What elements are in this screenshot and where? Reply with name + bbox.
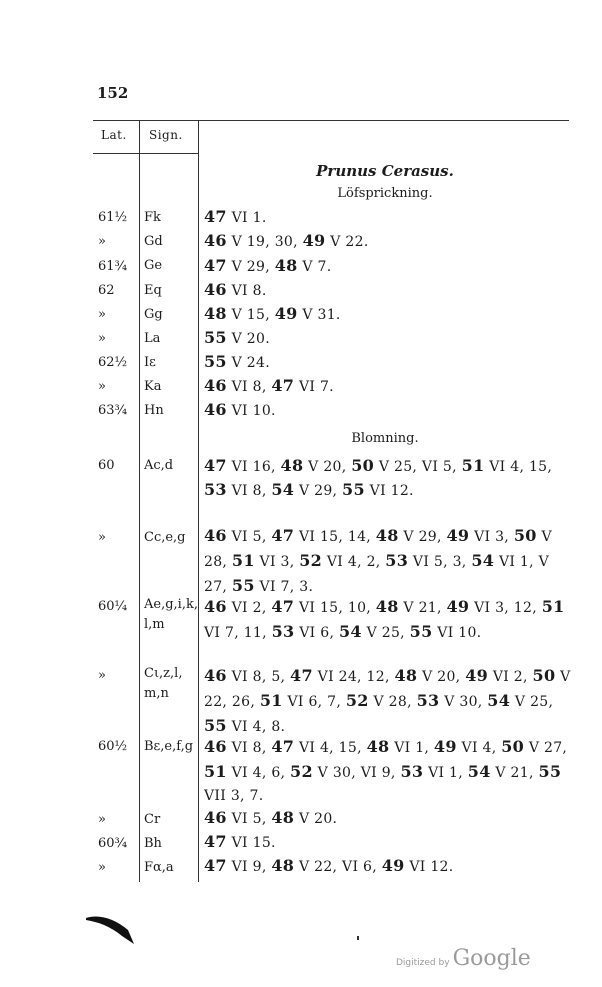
row-sign: Fk <box>144 210 161 225</box>
row-lat: » <box>98 860 106 875</box>
row-entry: 47 VI 16, 48 V 20, 50 V 25, VI 5, 51 VI 4, 15, 53 VI 8, 54 V 29, 55 VI 12. <box>204 456 553 499</box>
row-entry: 55 V 24. <box>204 352 270 371</box>
row-lat: 60½ <box>98 739 128 754</box>
row-lat: » <box>98 812 106 827</box>
row-lat: » <box>98 668 106 683</box>
digitized-label: Digitized by <box>396 958 450 968</box>
row-entry: 46 VI 8. <box>204 280 267 299</box>
page-number: 152 <box>97 84 129 102</box>
row-sign: Ka <box>144 379 162 394</box>
row-lat: 63¾ <box>98 403 128 418</box>
row-lat: » <box>98 307 106 322</box>
row-lat: » <box>98 234 106 249</box>
ink-blot-icon <box>84 912 136 948</box>
row-sign: La <box>144 331 161 346</box>
row-entry: 47 VI 9, 48 V 22, VI 6, 49 VI 12. <box>204 856 454 875</box>
row-entry: 46 V 19, 30, 49 V 22. <box>204 231 369 250</box>
column-divider-sign <box>198 120 199 882</box>
row-entry: 46 VI 5, 47 VI 15, 14, 48 V 29, 49 VI 3, 50 V 28, 51 VI 3, 52 VI 4, 2, 53 VI 5, 3, 54 VI 1, V 27, 55 VI 7, 3. <box>204 526 552 595</box>
column-header-sign: Sign. <box>149 128 183 142</box>
row-entry: 47 VI 15. <box>204 832 276 851</box>
row-sign: Fα,a <box>144 860 174 875</box>
section-heading: Blomning. <box>351 431 419 446</box>
row-entry: 46 VI 10. <box>204 400 276 419</box>
row-lat: » <box>98 530 106 545</box>
row-sign: Gg <box>144 307 163 322</box>
row-entry: 46 VI 8, 47 VI 7. <box>204 376 334 395</box>
table-top-rule <box>93 120 569 121</box>
species-title: Prunus Cerasus. <box>316 162 454 180</box>
table-header-rule <box>93 153 199 154</box>
column-header-lat: Lat. <box>101 128 127 142</box>
row-sign: Cr <box>144 812 161 827</box>
row-entry: 47 VI 1. <box>204 207 267 226</box>
digitized-watermark <box>396 946 531 971</box>
ink-speck <box>357 936 359 940</box>
column-divider-lat <box>139 120 140 882</box>
section-heading: Löfsprickning. <box>337 186 433 201</box>
row-lat: 62 <box>98 283 115 298</box>
row-lat: 61¾ <box>98 259 128 274</box>
row-sign: Gd <box>144 234 163 249</box>
row-sign: Ae,g,i,k, l,m <box>144 597 198 632</box>
row-sign: Ge <box>144 258 163 273</box>
row-lat: » <box>98 379 106 394</box>
row-sign: Ac,d <box>144 458 174 473</box>
google-logo: Google <box>452 946 531 971</box>
row-entry: 47 V 29, 48 V 7. <box>204 256 332 275</box>
row-sign: Iε <box>144 355 156 370</box>
row-sign: Cc,e,g <box>144 530 186 545</box>
row-lat: » <box>98 331 106 346</box>
row-sign: Cι,z,l, m,n <box>144 666 183 701</box>
row-lat: 60¾ <box>98 836 128 851</box>
row-entry: 46 VI 2, 47 VI 15, 10, 48 V 21, 49 VI 3, 12, 51 VI 7, 11, 53 VI 6, 54 V 25, 55 VI 10. <box>204 597 565 641</box>
row-lat: 60¼ <box>98 599 128 614</box>
row-sign: Bh <box>144 836 162 851</box>
row-lat: 61½ <box>98 210 128 225</box>
row-entry: 48 V 15, 49 V 31. <box>204 304 341 323</box>
row-lat: 60 <box>98 458 115 473</box>
row-entry: 46 VI 5, 48 V 20. <box>204 808 338 827</box>
row-entry: 46 VI 8, 5, 47 VI 24, 12, 48 V 20, 49 VI 2, 50 V 22, 26, 51 VI 6, 7, 52 V 28, 53 V 30, 54 V 25, 55 VI 4, 8. <box>204 666 571 735</box>
row-sign: Hn <box>144 403 164 418</box>
row-sign: Eq <box>144 283 162 298</box>
row-entry: 55 V 20. <box>204 328 270 347</box>
row-entry: 46 VI 8, 47 VI 4, 15, 48 VI 1, 49 VI 4, 50 V 27, 51 VI 4, 6, 52 V 30, VI 9, 53 VI 1, 54 V 21, 55 VII 3, 7. <box>204 737 568 804</box>
row-lat: 62½ <box>98 355 128 370</box>
row-sign: Bε,e,f,g <box>144 739 194 754</box>
